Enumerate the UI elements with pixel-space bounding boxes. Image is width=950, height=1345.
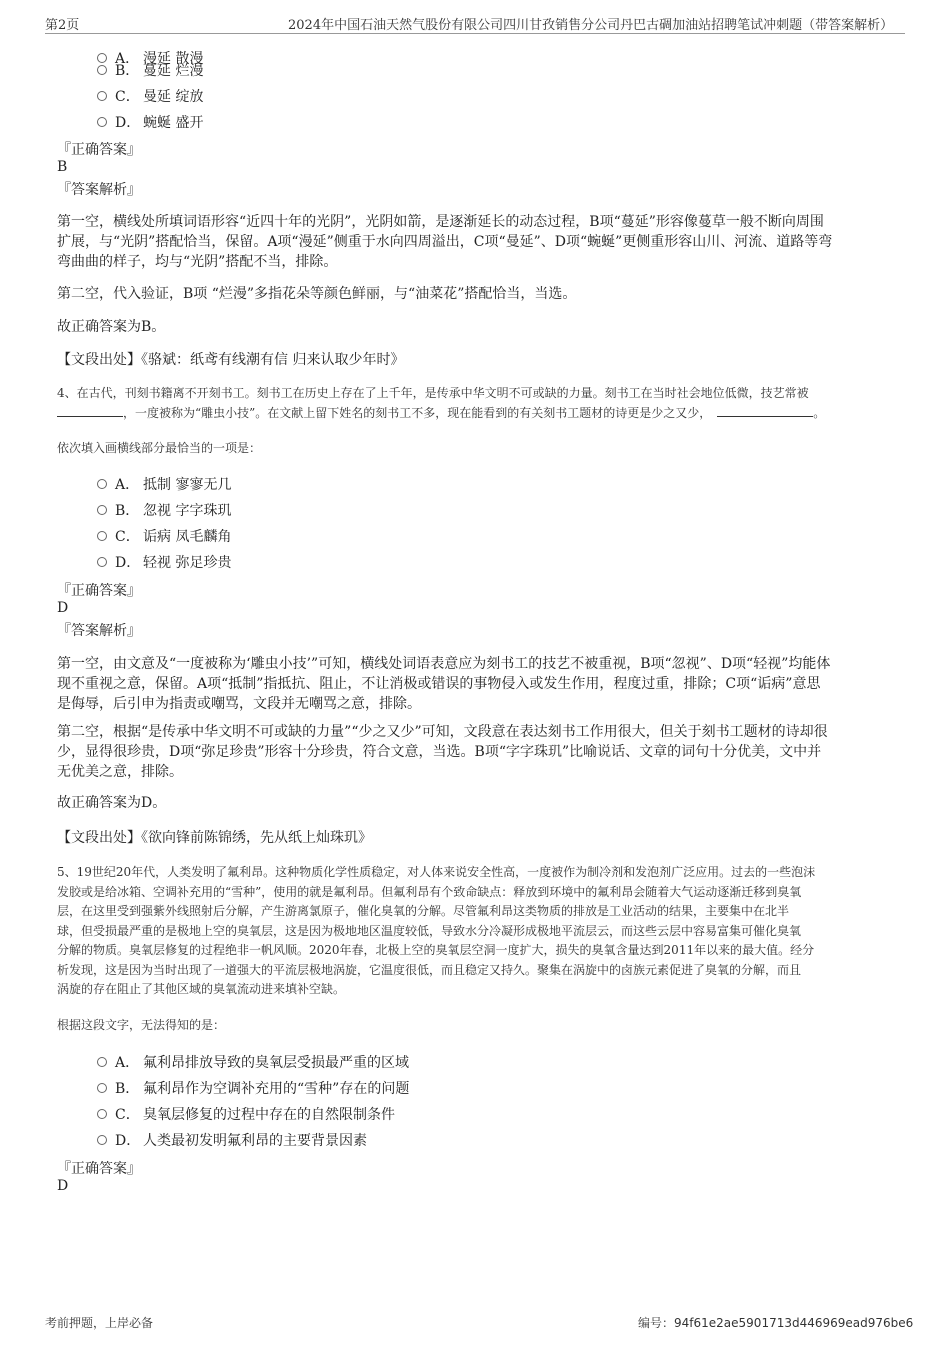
q4-analysis-paragraph-1: 第一空，由文意及“一度被称为‘雕虫小技’”可知，横线处词语表意应为刻书工的技艺不被重视，B项“忽视”、D项“轻视”均能体 现不重视之意，保留。A项“抵制”指抵抗、阻止，不让消极或错误的事物侵入或发生作用，程度过重，排除；C项“诟病”意思 是侮辱，后引申为指责或嘲骂，文段并无嘲骂之意，排除。	[57, 656, 831, 712]
radio-icon[interactable]	[97, 1135, 107, 1145]
q3-option-d[interactable]: D． 蜿蜒 盛开	[97, 112, 203, 132]
radio-icon[interactable]	[97, 117, 107, 127]
q3-option-b[interactable]: B． 蔓延 烂漫	[97, 60, 203, 80]
q3-source: 【文段出处】《骆斌：纸鸢有线潮有信 归来认取少年时》	[57, 352, 405, 368]
radio-icon[interactable]	[97, 479, 107, 489]
q5-answer: D	[57, 1178, 69, 1194]
q3-option-a[interactable]: A． 漫延 散漫	[97, 48, 203, 68]
q5-option-b[interactable]: B． 氟利昂作为空调补充用的“雪种”存在的问题	[97, 1078, 409, 1098]
q5-option-c[interactable]: C． 臭氧层修复的过程中存在的自然限制条件	[97, 1104, 395, 1124]
q4-answer: D	[57, 600, 69, 616]
q4-analysis-label: 『答案解析』	[57, 623, 141, 639]
q5-answer-label: 『正确答案』	[57, 1161, 141, 1177]
q3-analysis-paragraph-2: 第二空，代入验证，B项 “烂漫”多指花朵等颜色鲜丽，与“油菜花”搭配恰当，当选。	[57, 286, 577, 302]
blank-1	[57, 404, 123, 417]
q4-analysis-paragraph-2: 第二空，根据“是传承中华文明不可或缺的力量”“少之又少”可知，文段意在表达刻书工作用很大，但关于刻书工题材的诗却很 少，显得很珍贵，D项“弥足珍贵”形容十分珍贵，符合文意，当选。B项“字字珠玑”比喻说话、文章的词句十分优美，文中并 无优美之意，排除。	[57, 724, 828, 780]
page-number: 第2页	[45, 18, 80, 33]
q3-answer-label: 『正确答案』	[57, 142, 141, 158]
q4-option-a[interactable]: A． 抵制 寥寥无几	[97, 474, 231, 494]
q4-source: 【文段出处】《欲向锋前陈锦绣，先从纸上灿珠玑》	[57, 830, 372, 846]
blank-2	[717, 404, 813, 417]
footer-slogan: 考前押题，上岸必备	[45, 1316, 154, 1330]
radio-icon[interactable]	[97, 505, 107, 515]
q3-analysis-paragraph-1: 第一空，横线处所填词语形容“近四十年的光阴”，光阴如箭，是逐渐延长的动态过程，B项“蔓延”形容像蔓草一般不断向周围 扩展，与“光阴”搭配恰当，保留。A项“漫延”侧重于水向四周溢出，C项“曼延”、D项“蜿蜒”更侧重形容山川、河流、道路等弯 弯曲曲的样子，均与“光阴”搭配不当，排除。	[57, 214, 833, 270]
q5-stem: 5、19世纪20年代，人类发明了氟利昂。这种物质化学性质稳定，对人体来说安全性高，一度被作为制冷剂和发泡剂广泛应用。过去的一些泡沫 发胶或是给冰箱、空调补充用的“雪种”，使用的就是氟利昂。但氟利昂有个致命缺点：释放到环境中的氟利昂会随着大气运动逐渐迁移到臭氧 层，在这里受到强紫外线照射后分解，产生游离氯原子，催化臭氧的分解。尽管氟利昂这类物质的排放是工业活动的结果，主要集中在北半 球，但受损最严重的是极地上空的臭氧层，这是因为极地地区温度较低，导致水分冷凝形成极地平流层云，而这些云层中容易富集可催化臭氧 分解的物质。臭氧层修复的过程绝非一帆风顺。2020年春，北极上空的臭氧层空洞一度扩大，损失的臭氧含量达到2011年以来的最大值。经分 析发现，这是因为当时出现了一道强大的平流层极地涡旋，它温度很低，而且稳定又持久。聚集在涡旋中的卤族元素促进了臭氧的分解，而且 涡旋的存在阻止了其他区域的臭氧流动进来填补空缺。	[57, 865, 816, 996]
q3-answer: B	[57, 159, 68, 175]
q4-prompt: 依次填入画横线部分最恰当的一项是：	[57, 441, 262, 455]
q4-stem: 4、在古代，刊刻书籍离不开刻书工。刻书工在历史上存在了上千年，是传承中华文明不可或缺的力量。刻书工在当时社会地位低微，技艺常被 ，一度被称为“雕虫小技”。在文献上留下姓名的刻书工不多，现在能看到的有关刻书工题材的诗更是少之又少， 。	[57, 386, 826, 420]
q4-answer-label: 『正确答案』	[57, 583, 141, 599]
document-title: 2024年中国石油天然气股份有限公司四川甘孜销售分公司丹巴古碉加油站招聘笔试冲刺题（带答案解析）	[288, 18, 894, 33]
q4-option-d[interactable]: D． 轻视 弥足珍贵	[97, 552, 231, 572]
radio-icon[interactable]	[97, 1083, 107, 1093]
q4-option-b[interactable]: B． 忽视 字字珠玑	[97, 500, 231, 520]
q5-option-d[interactable]: D． 人类最初发明氟利昂的主要背景因素	[97, 1130, 367, 1150]
q3-analysis-label: 『答案解析』	[57, 182, 141, 198]
radio-icon[interactable]	[97, 1057, 107, 1067]
q5-option-a[interactable]: A． 氟利昂排放导致的臭氧层受损最严重的区域	[97, 1052, 409, 1072]
q5-prompt: 根据这段文字，无法得知的是：	[57, 1018, 226, 1032]
header-divider	[45, 33, 905, 34]
footer-id: 编号：94f61e2ae5901713d446969ead976be6	[638, 1316, 914, 1330]
q4-option-c[interactable]: C． 诟病 凤毛麟角	[97, 526, 231, 546]
radio-icon[interactable]	[97, 1109, 107, 1119]
radio-icon[interactable]	[97, 531, 107, 541]
radio-icon[interactable]	[97, 557, 107, 567]
q3-analysis-paragraph-3: 故正确答案为B。	[57, 319, 166, 335]
radio-icon[interactable]	[97, 65, 107, 75]
radio-icon[interactable]	[97, 91, 107, 101]
q4-analysis-paragraph-3: 故正确答案为D。	[57, 795, 167, 811]
q3-option-c[interactable]: C． 曼延 绽放	[97, 86, 203, 106]
